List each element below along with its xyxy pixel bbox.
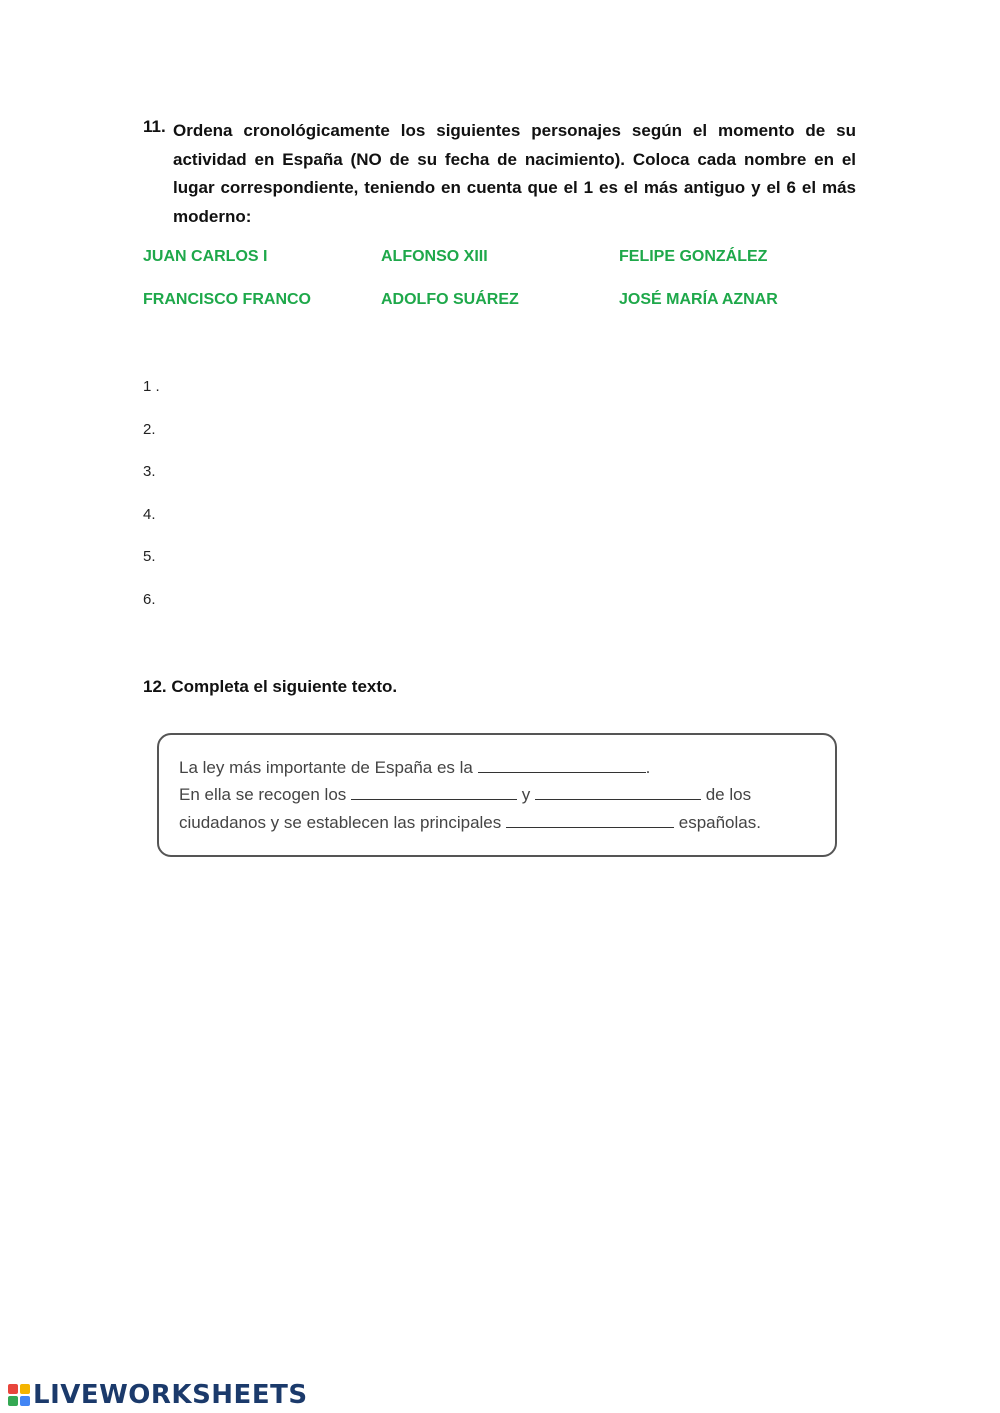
fill-text: La ley más importante de España es la <box>179 758 473 777</box>
blank-2[interactable] <box>351 785 517 800</box>
answer-list <box>143 378 160 634</box>
names-row-2 <box>143 291 863 334</box>
fill-text: de los <box>705 785 752 804</box>
fill-text: . <box>645 758 651 777</box>
blank-1[interactable] <box>478 758 646 773</box>
fill-text: españolas. <box>678 813 761 832</box>
logo-icon <box>8 1384 30 1406</box>
answer-slot-3[interactable]: 3. <box>143 463 156 481</box>
fill-line-1 <box>179 758 650 778</box>
answer-slot-5[interactable]: 5. <box>143 548 156 566</box>
name-felipe[interactable]: FELIPE GONZÁLEZ <box>619 248 768 265</box>
names-row-1 <box>143 248 863 291</box>
fill-in-box <box>157 733 837 857</box>
fill-line-2 <box>179 785 751 805</box>
logo-text: LIVEWORKSHEETS <box>33 1380 308 1410</box>
question-11 <box>143 117 856 231</box>
question-12-title: 12. Completa el siguiente texto. <box>143 677 398 696</box>
fill-line-3 <box>179 813 761 833</box>
fill-text: En ella se recogen los <box>179 785 347 804</box>
answer-slot-6[interactable]: 6. <box>143 590 156 608</box>
question-11-text: Ordena cronológicamente los siguientes personajes según el momento de su actividad en España (NO de su fecha de nacimiento). Coloca cada nombre en el lugar correspondiente, teniendo en cuenta que el 1 es el más antiguo y el 6 el más moderno: <box>173 121 856 226</box>
name-franco[interactable]: FRANCISCO FRANCO <box>143 291 311 308</box>
answer-slot-2[interactable]: 2. <box>143 420 156 438</box>
fill-text: ciudadanos y se establecen las principales <box>179 813 502 832</box>
blank-3[interactable] <box>535 785 701 800</box>
answer-slot-1[interactable]: 1 . <box>143 378 160 395</box>
names-grid <box>143 248 863 334</box>
name-suarez[interactable]: ADOLFO SUÁREZ <box>381 291 519 308</box>
blank-4[interactable] <box>506 813 674 828</box>
fill-text: y <box>521 785 531 804</box>
name-alfonso[interactable]: ALFONSO XIII <box>381 248 488 265</box>
answer-slot-4[interactable]: 4. <box>143 505 156 523</box>
liveworksheets-logo[interactable] <box>8 1380 308 1410</box>
name-aznar[interactable]: JOSÉ MARÍA AZNAR <box>619 291 778 308</box>
question-11-number: 11. <box>143 117 166 136</box>
name-juan-carlos[interactable]: JUAN CARLOS I <box>143 248 268 265</box>
